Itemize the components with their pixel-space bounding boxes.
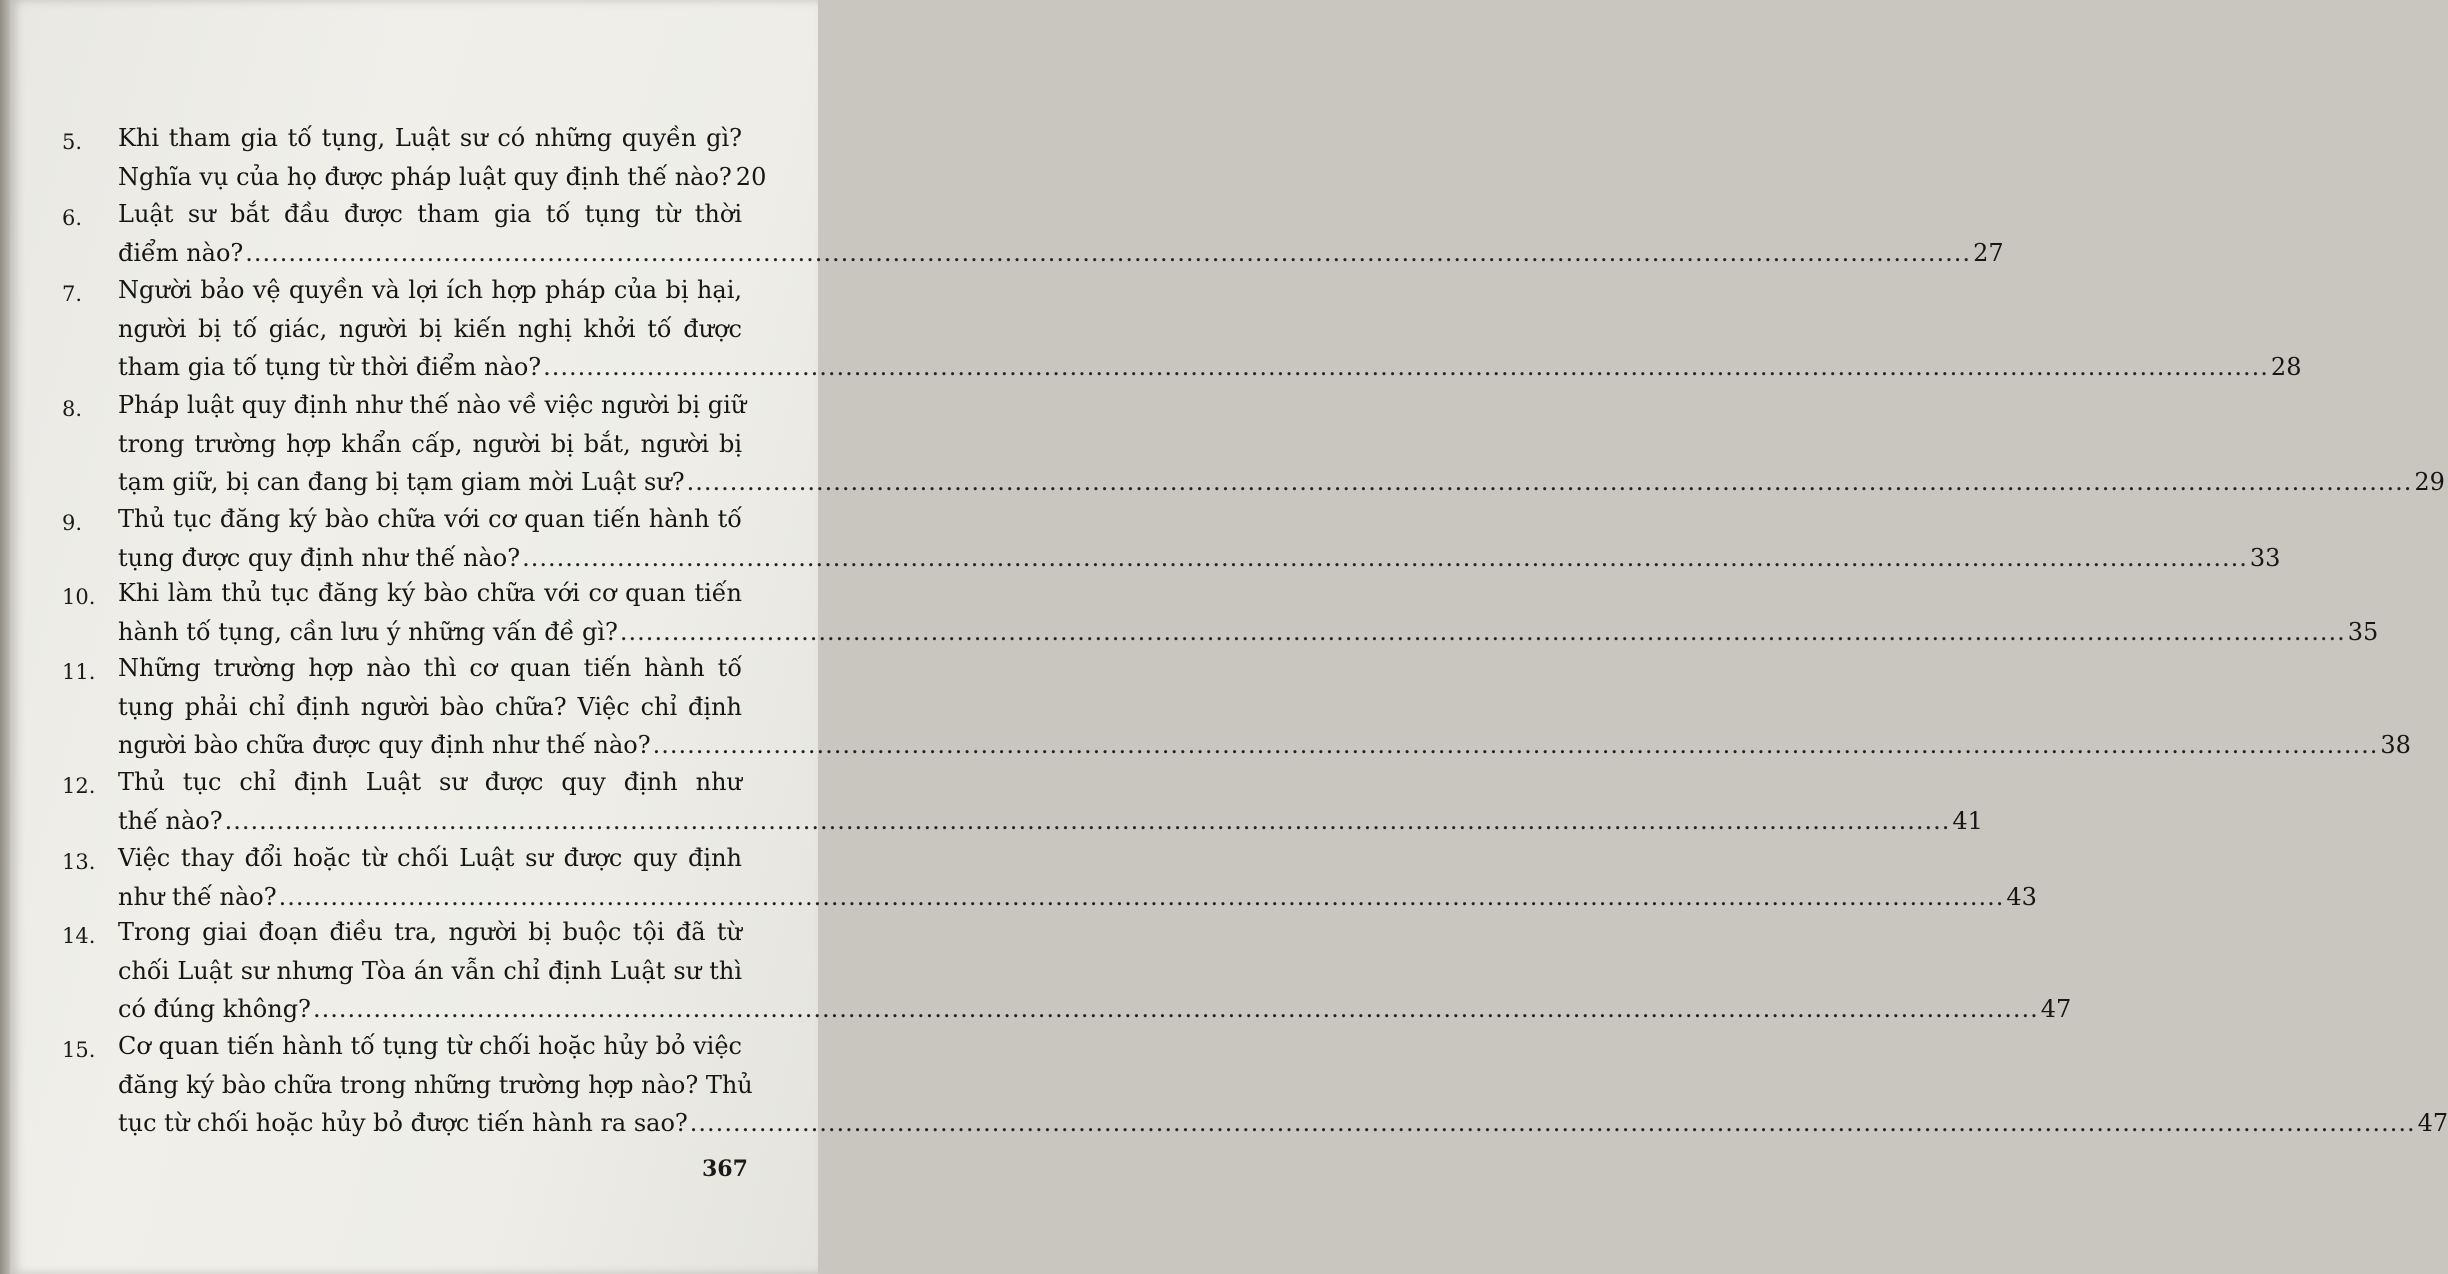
toc-entry-page: 27 (1973, 238, 2004, 267)
book-page (10, 0, 2448, 1274)
dot-leader: ........................................................................................................................................................................................................ (224, 806, 1951, 835)
toc-entry-title-end: Nghĩa vụ của họ được pháp luật quy định thế nào? (118, 162, 732, 191)
toc-entry-last-line[interactable] (118, 233, 2004, 273)
toc-entry-last-line[interactable] (118, 347, 2302, 387)
toc-entry-line: Người bảo vệ quyền và lợi ích hợp pháp của bị hại, (118, 276, 742, 304)
toc-entry-last-line[interactable] (118, 725, 2411, 765)
toc-entry-line: Trong giai đoạn điều tra, người bị buộc tội đã từ (118, 918, 742, 946)
toc-entry-title-end: điểm nào? (118, 238, 244, 267)
toc-entry-last-line[interactable] (118, 157, 767, 197)
toc-entry-last-line[interactable] (118, 989, 2072, 1029)
toc-entry-number: 5. (62, 130, 83, 154)
toc-entry-number: 10. (62, 585, 96, 609)
toc-entry-number: 7. (62, 282, 83, 306)
toc-entry-page: 20 (735, 162, 767, 191)
toc-entry-last-line[interactable] (118, 801, 1983, 841)
toc-entry-page: 47 (2417, 1109, 2448, 1137)
toc-entry-number: 6. (62, 206, 83, 230)
toc-entry-line: đăng ký bào chữa trong những trường hợp nào? Thủ (118, 1070, 753, 1099)
page-number: 367 (702, 1156, 748, 1182)
toc-entry-title-end: hành tố tụng, cần lưu ý những vấn đề gì? (118, 617, 618, 646)
dot-leader: ........................................................................................................................................................................................................ (245, 238, 1972, 267)
toc-entry-line: Pháp luật quy định như thế nào về việc người bị giữ (118, 391, 747, 419)
toc-entry-title-end: người bào chữa được quy định như thế nào? (118, 731, 651, 759)
toc-entry-number: 15. (62, 1038, 96, 1062)
toc-entry-number: 12. (62, 774, 96, 798)
toc-entry-number: 8. (62, 397, 83, 421)
toc-entry-line: người bị tố giác, người bị kiến nghị khởi tố được (118, 314, 742, 343)
toc-entry-number: 9. (62, 511, 83, 535)
toc-entry-number: 11. (62, 660, 96, 684)
toc-entry-line: Khi tham gia tố tụng, Luật sư có những quyền gì? (118, 124, 742, 152)
toc-entry-line: Cơ quan tiến hành tố tụng từ chối hoặc hủy bỏ việc (118, 1032, 742, 1060)
toc-entry-last-line[interactable] (118, 877, 2037, 917)
dot-leader: ........................................................................................................................................................................................................ (686, 468, 2413, 496)
toc-entry-line: Thủ tục đăng ký bào chữa với cơ quan tiến hành tố (118, 505, 742, 533)
dot-leader: ........................................................................................................................................................................................................ (278, 882, 2005, 911)
toc-entry-title-end: tụng được quy định như thế nào? (118, 543, 521, 572)
toc-entry-number: 14. (62, 924, 96, 948)
dot-leader: ........................................................................................................................................................................................................ (522, 543, 2248, 572)
toc-entry-line: tụng phải chỉ định người bào chữa? Việc chỉ định (118, 692, 742, 721)
dot-leader: ........................................................................................................................................................................................................ (312, 995, 2039, 1023)
toc-entry-page: 38 (2380, 731, 2411, 759)
toc-entry-line: trong trường hợp khẩn cấp, người bị bắt, người bị (118, 429, 742, 458)
toc-entry-last-line[interactable] (118, 462, 2445, 502)
dot-leader: ........................................................................................................................................................................................................ (689, 1109, 2416, 1137)
toc-entry-line: Thủ tục chỉ định Luật sư được quy định như (118, 768, 742, 796)
toc-entry-line: chối Luật sư nhưng Tòa án vẫn chỉ định Luật sư thì (118, 956, 742, 985)
toc-entry-number: 13. (62, 850, 96, 874)
toc-entry-line: Luật sư bắt đầu được tham gia tố tụng từ thời (118, 200, 742, 228)
toc-entry-title-end: tục từ chối hoặc hủy bỏ được tiến hành ra sao? (118, 1109, 688, 1137)
toc-entry-page: 47 (2040, 995, 2072, 1023)
toc-entry-page: 33 (2249, 543, 2281, 572)
toc-entry-page: 29 (2414, 468, 2445, 496)
toc-entry-title-end: tham gia tố tụng từ thời điểm nào? (118, 353, 542, 381)
toc-entry-last-line[interactable] (118, 538, 2281, 578)
toc-entry-last-line[interactable] (118, 1103, 2448, 1143)
toc-entry-title-end: có đúng không? (118, 995, 311, 1023)
dot-leader: ........................................................................................................................................................................................................ (619, 617, 2346, 646)
dot-leader: ........................................................................................................................................................................................................ (652, 731, 2379, 759)
toc-entry-page: 43 (2006, 882, 2037, 911)
toc-entry-line: Việc thay đổi hoặc từ chối Luật sư được quy định (118, 844, 742, 872)
book-spine-edge (0, 0, 10, 1274)
toc-entry-page: 41 (1952, 806, 1983, 835)
toc-entry-page: 35 (2347, 617, 2379, 646)
toc-entry-title-end: thế nào? (118, 806, 223, 835)
toc-entry-line: Những trường hợp nào thì cơ quan tiến hành tố (118, 654, 742, 682)
toc-entry-last-line[interactable] (118, 612, 2379, 652)
toc-entry-title-end: tạm giữ, bị can đang bị tạm giam mời Luật sư? (118, 468, 685, 496)
toc-entry-title-end: như thế nào? (118, 882, 277, 911)
toc-entry-page: 28 (2270, 353, 2302, 381)
dot-leader: ........................................................................................................................................................................................................ (543, 353, 2269, 381)
toc-entry-line: Khi làm thủ tục đăng ký bào chữa với cơ quan tiến (118, 579, 742, 607)
